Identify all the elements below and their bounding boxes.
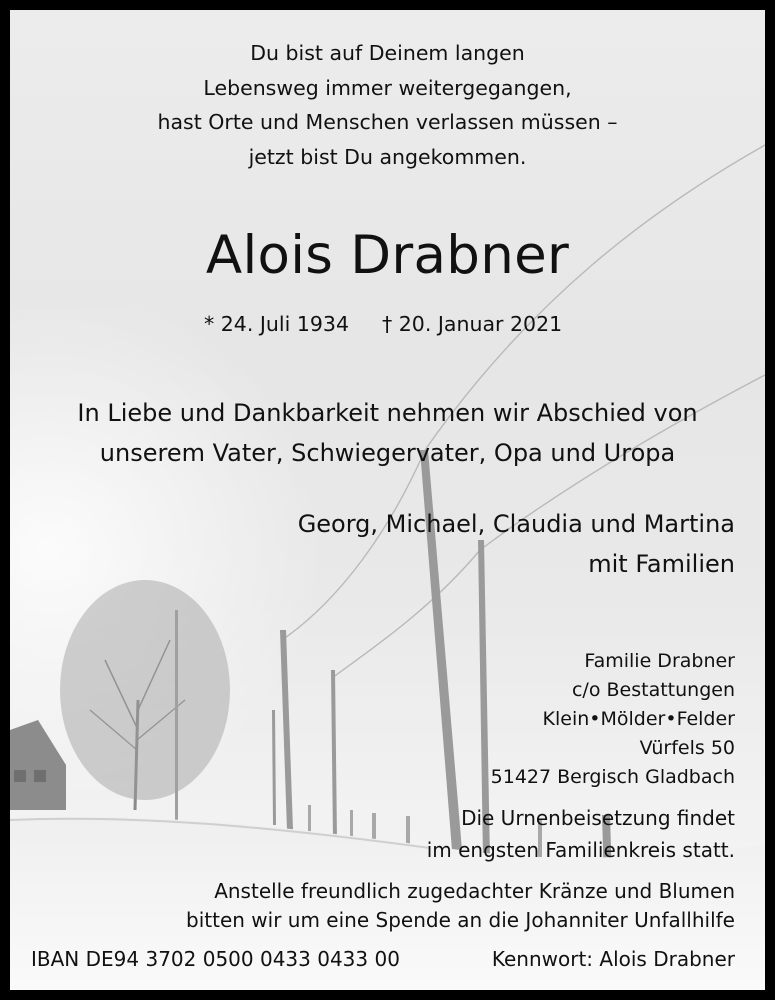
farewell-statement bbox=[10, 393, 765, 473]
tree-crown bbox=[60, 580, 230, 800]
poem-line: Lebensweg immer weitergegangen, bbox=[203, 75, 572, 100]
deceased-name: Alois Drabner bbox=[205, 225, 570, 286]
family-signers bbox=[298, 504, 735, 584]
death-date: † 20. Januar 2021 bbox=[382, 312, 563, 336]
farewell-line: unserem Vater, Schwiegervater, Opa und Uropa bbox=[99, 439, 676, 467]
farewell-line: In Liebe und Dankbarkeit nehmen wir Abschied von bbox=[77, 399, 698, 427]
urn-line: Die Urnenbeisetzung findet bbox=[461, 806, 735, 830]
birth-date: * 24. Juli 1934 bbox=[204, 312, 350, 336]
signers-line: mit Familien bbox=[588, 550, 735, 578]
address-line: Vürfels 50 bbox=[639, 737, 735, 759]
donation-line: bitten wir um eine Spende an die Johanniter Unfallhilfe bbox=[186, 908, 735, 932]
address-line: 51427 Bergisch Gladbach bbox=[490, 766, 735, 788]
address-line: Familie Drabner bbox=[584, 650, 735, 672]
far-pole bbox=[175, 610, 178, 820]
poem-verse bbox=[10, 36, 765, 174]
address-line: c/o Bestattungen bbox=[571, 679, 735, 701]
contact-address bbox=[491, 647, 735, 792]
urn-burial-note bbox=[427, 802, 735, 866]
poem-line: hast Orte und Menschen verlassen müssen – bbox=[157, 110, 618, 134]
iban-number: IBAN DE94 3702 0500 0433 0433 00 bbox=[31, 947, 400, 971]
poem-line: jetzt bist Du angekommen. bbox=[248, 144, 527, 169]
donation-reference: Kennwort: Alois Drabner bbox=[491, 947, 735, 971]
urn-line: im engsten Familienkreis statt. bbox=[426, 838, 735, 862]
donation-line: Anstelle freundlich zugedachter Kränze und Blumen bbox=[214, 879, 735, 903]
address-line: Klein•Mölder•Felder bbox=[542, 708, 735, 730]
obituary-notice bbox=[10, 10, 765, 990]
donation-request bbox=[186, 877, 735, 935]
signers-line: Georg, Michael, Claudia und Martina bbox=[297, 510, 735, 538]
poem-line: Du bist auf Deinem langen bbox=[250, 41, 525, 65]
